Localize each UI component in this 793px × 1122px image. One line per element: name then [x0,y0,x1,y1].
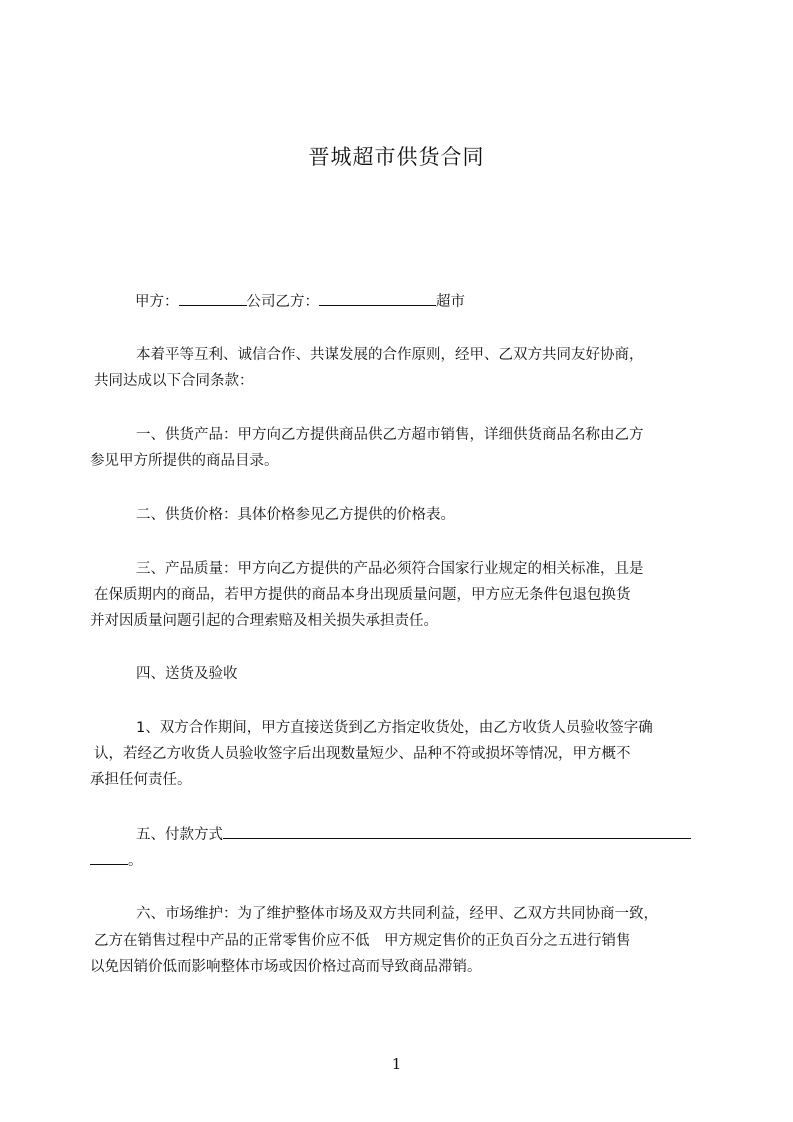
preamble-line-2: 共同达成以下合同条款： [94,373,254,389]
market-suffix: 超市 [436,294,465,310]
clause-5-line [136,822,761,847]
clause-2-line-1: 二、供货价格：具体价格参见乙方提供的价格表。 [136,507,455,523]
clause-4-item-1-line-2: 认，若经乙方收货人员验收签字后出现数量短少、品种不符或损坏等情况，甲方概不 [94,746,631,762]
party-a-blank [179,289,247,306]
page-number: 1 [391,1055,402,1073]
payment-method-label: 五、付款方式 [136,827,223,843]
clause-1-line-2: 参见甲方所提供的商品目录。 [90,453,279,469]
company-suffix: 公司乙方： [246,294,319,310]
clause-3-line-2: 在保质期内的商品，若甲方提供的商品本身出现质量问题，甲方应无条件包退包换货 [94,587,631,603]
payment-method-blank-continued [90,848,128,865]
parties-line [135,289,760,314]
payment-method-blank [223,822,691,839]
clause-6-line-2: 乙方在销售过程中产品的正常零售价应不低 甲方规定售价的正负百分之五进行销售 [94,933,631,949]
party-a-label: 甲方： [135,294,179,310]
clause-6-line-3: 以免因销价低而影响整体市场或因价格过高而导致商品滞销。 [90,959,482,975]
payment-method-ending: 。 [128,853,143,869]
clause-4-item-1-line-3: 承担任何责任。 [90,772,192,788]
party-b-blank [319,289,436,306]
clause-4-heading: 四、送货及验收 [136,666,238,682]
clause-5-line-2 [90,848,715,873]
preamble-line-1: 本着平等互利、诚信合作、共谋发展的合作原则，经甲、乙双方共同友好协商， [136,347,644,363]
clause-6-line-1: 六、市场维护：为了维护整体市场及双方共同利益，经甲、乙双方共同协商一致， [136,906,658,922]
clause-3-line-3: 并对因质量问题引起的合理索赔及相关损失承担责任。 [90,613,438,629]
clause-3-line-1: 三、产品质量：甲方向乙方提供的产品必须符合国家行业规定的相关标准，且是 [136,561,644,577]
page-title: 晋城超市供货合同 [308,145,485,169]
clause-4-item-1-line-1: 1、双方合作期间，甲方直接送货到乙方指定收货处，由乙方收货人员验收签字确 [136,720,653,736]
clause-1-line-1: 一、供货产品：甲方向乙方提供商品供乙方超市销售，详细供货商品名称由乙方 [136,427,644,443]
